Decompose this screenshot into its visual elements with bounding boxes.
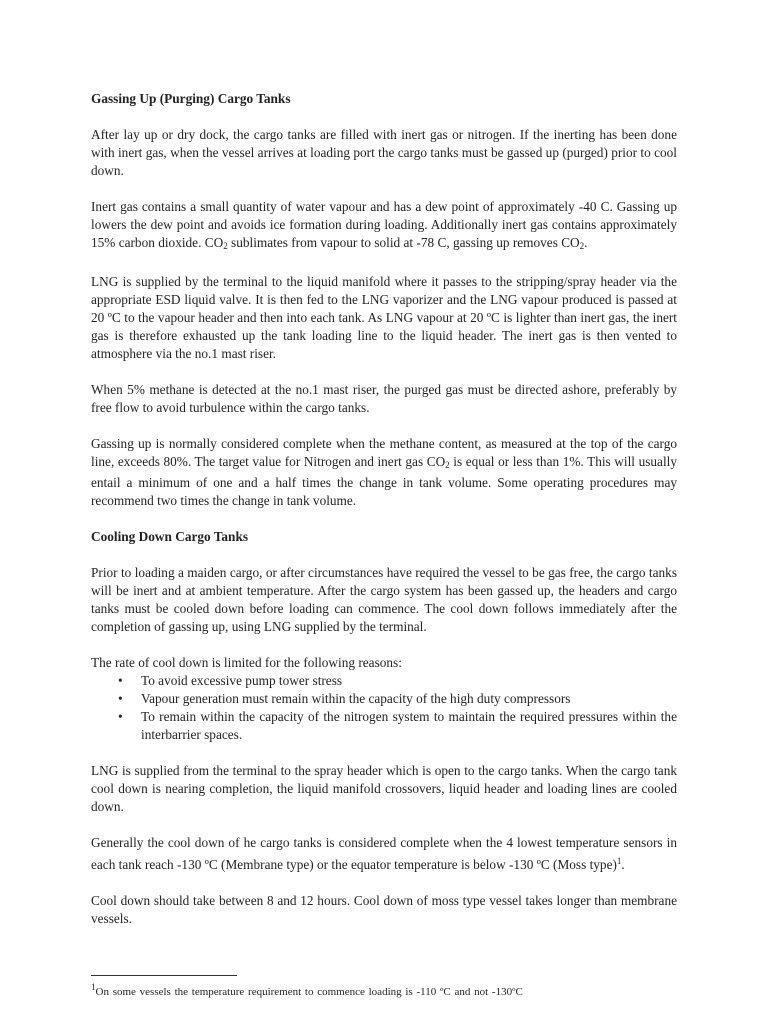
paragraph-methane-detected: When 5% methane is detected at the no.1 mast riser, the purged gas must be directed ashore, preferably by free flow to avoid turbulence within the cargo tanks. xyxy=(91,382,677,415)
bullet-icon: • xyxy=(118,691,123,706)
footnote xyxy=(91,980,677,999)
paragraph-spray-header: LNG is supplied from the terminal to the spray header which is open to the cargo tanks. When the cargo tank cool down is nearing completion, the liquid manifold crossovers, liquid header and loading lines are cooled down. xyxy=(91,763,677,814)
footnote-marker: 1 xyxy=(91,982,96,992)
section-heading-gassing-up: Gassing Up (Purging) Cargo Tanks xyxy=(91,91,291,106)
document-body xyxy=(91,90,677,928)
list-item xyxy=(91,708,677,744)
list-item xyxy=(91,690,677,708)
footnote-separator xyxy=(91,975,237,976)
bullet-icon: • xyxy=(118,709,123,724)
paragraph-lay-up: After lay up or dry dock, the cargo tanks are filled with inert gas or nitrogen. If the inerting has been done with inert gas, when the vessel arrives at loading port the cargo tanks must be gassed up (purged) prior to cool down. xyxy=(91,127,677,178)
footnote-reference: 1 xyxy=(616,856,622,866)
subscript: 2 xyxy=(579,241,585,251)
paragraph-rate-intro: The rate of cool down is limited for the following reasons: xyxy=(91,655,402,670)
paragraph-lng-supply: LNG is supplied by the terminal to the liquid manifold where it passes to the stripping/spray header via the appropriate ESD liquid valve. It is then fed to the LNG vaporizer and the LNG vapour produced is passed at 20 ºC to the vapour header and then into each tank. As LNG vapour at 20 ºC is lighter than inert gas, the inert gas is therefore exhausted up the tank loading line to the liquid header. The inert gas is then vented to atmosphere via the no.1 mast riser. xyxy=(91,274,677,361)
paragraph-cool-down-duration: Cool down should take between 8 and 12 hours. Cool down of moss type vessel takes longer than membrane vessels. xyxy=(91,893,677,926)
subscript: 2 xyxy=(445,460,450,470)
reasons-list xyxy=(91,672,677,744)
list-item xyxy=(91,672,677,690)
bullet-icon: • xyxy=(118,673,123,688)
subscript: 2 xyxy=(223,241,228,251)
text-run: is equal or less than 1%. This will usually entail a minimum of one and a half times the change in tank volume. Some operating procedures may recommend two times the change in tank volume. xyxy=(91,454,677,508)
text-run: Gassing up is normally considered complete when the methane content, as measured at the top of the cargo line, exceeds 80%. The target value for Nitrogen and inert gas CO xyxy=(91,436,677,469)
text-run: . xyxy=(621,857,625,872)
list-item-text: Vapour generation must remain within the capacity of the high duty compressors xyxy=(141,691,571,706)
text-run: Generally the cool down of he cargo tanks is considered complete when the 4 lowest temperature sensors in each tank reach -130 ºC (Membrane type) or the equator temperature is below -130 ºC (Moss type) xyxy=(91,835,677,872)
paragraph-gassing-complete xyxy=(91,435,677,510)
text-run: . xyxy=(584,235,588,250)
text-run: sublimates from vapour to solid at -78 C, gassing up removes CO xyxy=(227,235,580,250)
list-item-text: To remain within the capacity of the nitrogen system to maintain the required pressures within the interbarrier spaces. xyxy=(141,709,677,742)
paragraph-maiden-cargo: Prior to loading a maiden cargo, or after circumstances have required the vessel to be gas free, the cargo tanks will be inert and at ambient temperature. After the cargo system has been gassed up, the headers and cargo tanks must be cooled down before loading can commence. The cool down follows immediately after the completion of gassing up, using LNG supplied by the terminal. xyxy=(91,565,677,634)
list-item-text: To avoid excessive pump tower stress xyxy=(141,673,343,688)
paragraph-cool-down-complete xyxy=(91,834,677,874)
text-run: Inert gas contains a small quantity of water vapour and has a dew point of approximately -40 C. Gassing up lowers the dew point and avoids ice formation during loading. Additionally inert gas contains approximately 15% carbon dioxide. CO xyxy=(91,199,677,250)
section-heading-cooling-down: Cooling Down Cargo Tanks xyxy=(91,529,249,544)
footnote-text: On some vessels the temperature requirement to commence loading is -110 ºC and not -130ºC xyxy=(95,986,523,998)
paragraph-inert-gas xyxy=(91,198,677,255)
